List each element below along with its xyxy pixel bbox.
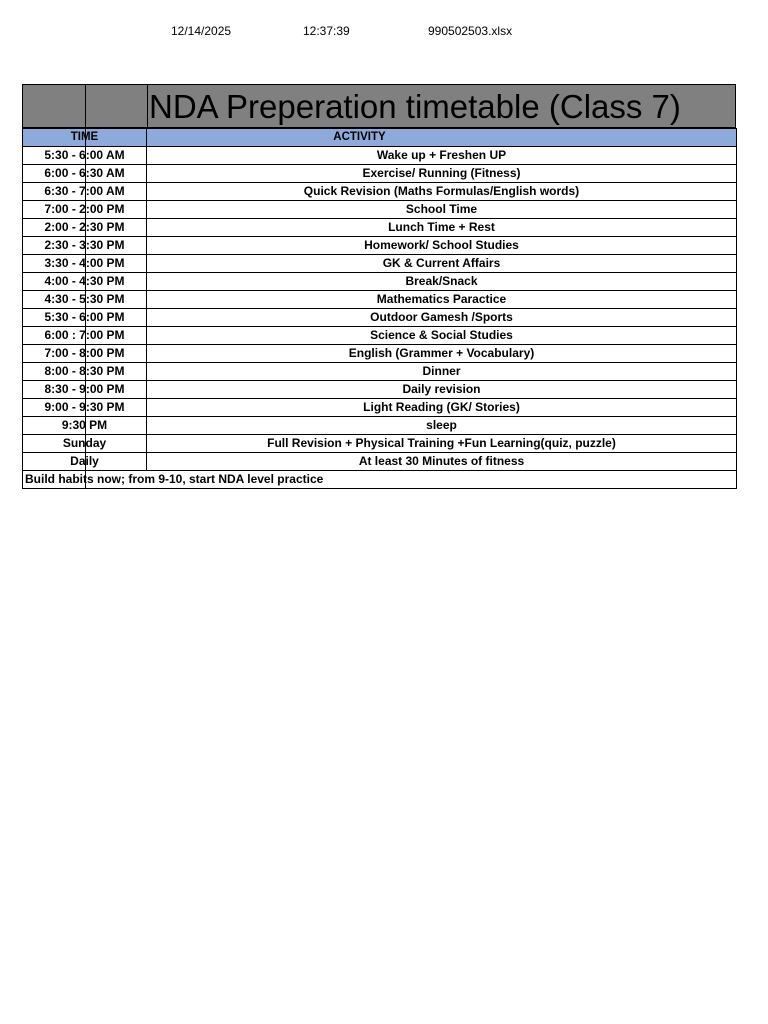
column-divider	[85, 381, 86, 398]
print-date: 12/14/2025	[171, 24, 232, 38]
time-cell	[23, 363, 147, 381]
activity-cell	[147, 309, 737, 327]
time-cell	[23, 165, 147, 183]
activity-cell	[147, 255, 737, 273]
column-header-row	[23, 129, 737, 147]
activity-cell	[147, 345, 737, 363]
column-divider	[85, 327, 86, 344]
activity-value: Homework/ School Studies	[364, 238, 519, 252]
column-divider	[85, 147, 86, 164]
time-value: 7:00 - 8:00 PM	[44, 346, 125, 360]
activity-cell	[147, 327, 737, 345]
table-row	[23, 327, 737, 345]
time-cell	[23, 345, 147, 363]
activity-cell	[147, 183, 737, 201]
table-row	[23, 381, 737, 399]
time-cell	[23, 255, 147, 273]
time-value: 6:30 - 7:00 AM	[44, 184, 125, 198]
column-divider	[85, 201, 86, 218]
table-row	[23, 345, 737, 363]
time-value: 9:30 PM	[61, 418, 108, 432]
activity-cell	[147, 399, 737, 417]
table-row	[23, 363, 737, 381]
table-row	[23, 453, 737, 471]
table-row	[23, 399, 737, 417]
activity-cell	[147, 201, 737, 219]
activity-cell	[147, 165, 737, 183]
activity-cell	[147, 435, 737, 453]
activity-value: GK & Current Affairs	[382, 256, 501, 270]
time-value: 2:30 - 3:30 PM	[44, 238, 125, 252]
time-value: 7:00 - 2:00 PM	[44, 202, 125, 216]
table-row	[23, 273, 737, 291]
activity-cell	[147, 453, 737, 471]
footer-note: Build habits now; from 9-10, start NDA level practice	[25, 472, 324, 486]
time-value: 5:30 - 6:00 PM	[44, 310, 125, 324]
time-column-header	[23, 129, 147, 147]
activity-value: English (Grammer + Vocabulary)	[348, 346, 535, 360]
time-value: 8:30 - 9:00 PM	[44, 382, 125, 396]
column-divider	[85, 237, 86, 254]
column-divider	[85, 273, 86, 290]
time-cell	[23, 219, 147, 237]
time-cell	[23, 399, 147, 417]
activity-value: Break/Snack	[405, 274, 478, 288]
activity-value: Dinner	[422, 364, 461, 378]
time-value: 3:30 - 4:00 PM	[44, 256, 125, 270]
title-cell-b	[85, 85, 148, 127]
time-cell	[23, 147, 147, 165]
column-divider	[85, 183, 86, 200]
activity-value: Wake up + Freshen UP	[376, 148, 507, 162]
page-title: NDA Preperation timetable (Class 7)	[149, 88, 681, 125]
time-value: 4:00 - 4:30 PM	[44, 274, 125, 288]
activity-value: Mathematics Paractice	[376, 292, 507, 306]
activity-value: At least 30 Minutes of fitness	[358, 454, 525, 468]
table-row	[23, 183, 737, 201]
print-time: 12:37:39	[303, 24, 350, 38]
table-row	[23, 435, 737, 453]
print-header	[0, 24, 768, 40]
time-value: 9:00 - 9:30 PM	[44, 400, 125, 414]
column-divider	[85, 363, 86, 380]
activity-column-header	[147, 129, 737, 147]
column-divider	[85, 291, 86, 308]
title-cell-a	[23, 85, 86, 127]
print-filename: 990502503.xlsx	[428, 24, 513, 38]
time-cell	[23, 327, 147, 345]
footer-row	[23, 471, 737, 489]
time-value: 6:00 - 6:30 AM	[44, 166, 125, 180]
time-header-label: TIME	[70, 131, 99, 143]
column-divider	[85, 399, 86, 416]
activity-cell	[147, 381, 737, 399]
time-cell	[23, 435, 147, 453]
time-cell	[23, 309, 147, 327]
column-divider	[85, 165, 86, 182]
activity-value: sleep	[426, 418, 457, 432]
time-value: Daily	[70, 454, 99, 468]
time-cell	[23, 183, 147, 201]
time-value: 6:00 : 7:00 PM	[44, 328, 125, 342]
activity-cell	[147, 363, 737, 381]
footer-cell	[23, 471, 324, 489]
column-divider	[85, 435, 86, 452]
activity-value: Science & Social Studies	[370, 328, 513, 342]
table-row	[23, 291, 737, 309]
activity-cell	[147, 237, 737, 255]
time-value: 2:00 - 2:30 PM	[44, 220, 125, 234]
timetable-grid	[22, 128, 737, 489]
table-row	[23, 219, 737, 237]
activity-header-label: ACTIVITY	[333, 131, 386, 143]
column-divider	[85, 453, 86, 470]
activity-value: Light Reading (GK/ Stories)	[363, 400, 520, 414]
table-row	[23, 147, 737, 165]
time-value: 4:30 - 5:30 PM	[44, 292, 125, 306]
title-row	[22, 84, 736, 128]
activity-cell	[147, 147, 737, 165]
time-cell	[23, 381, 147, 399]
activity-value: Quick Revision (Maths Formulas/English words)	[303, 184, 580, 198]
time-cell	[23, 237, 147, 255]
time-value: 5:30 - 6:00 AM	[44, 148, 125, 162]
activity-cell	[147, 291, 737, 309]
activity-value: Daily revision	[402, 382, 481, 396]
column-divider	[85, 129, 86, 146]
activity-cell	[147, 219, 737, 237]
table-row	[23, 237, 737, 255]
activity-value: School Time	[405, 202, 478, 216]
time-cell	[23, 417, 147, 435]
timetable-sheet	[22, 84, 736, 489]
table-row	[23, 255, 737, 273]
column-divider	[85, 309, 86, 326]
column-divider	[85, 219, 86, 236]
time-cell	[23, 291, 147, 309]
activity-cell	[147, 417, 737, 435]
activity-value: Full Revision + Physical Training +Fun Learning(quiz, puzzle)	[267, 436, 616, 450]
column-divider	[85, 345, 86, 362]
activity-value: Lunch Time + Rest	[388, 220, 495, 234]
activity-value: Outdoor Gamesh /Sports	[370, 310, 513, 324]
table-row	[23, 201, 737, 219]
activity-cell	[147, 273, 737, 291]
column-divider	[85, 255, 86, 272]
table-row	[23, 309, 737, 327]
time-cell	[23, 273, 147, 291]
time-cell	[23, 453, 147, 471]
column-divider	[85, 417, 86, 434]
time-value: 8:00 - 8:30 PM	[44, 364, 125, 378]
time-value: Sunday	[62, 436, 107, 450]
table-row	[23, 165, 737, 183]
table-row	[23, 417, 737, 435]
activity-value: Exercise/ Running (Fitness)	[362, 166, 521, 180]
time-cell	[23, 201, 147, 219]
